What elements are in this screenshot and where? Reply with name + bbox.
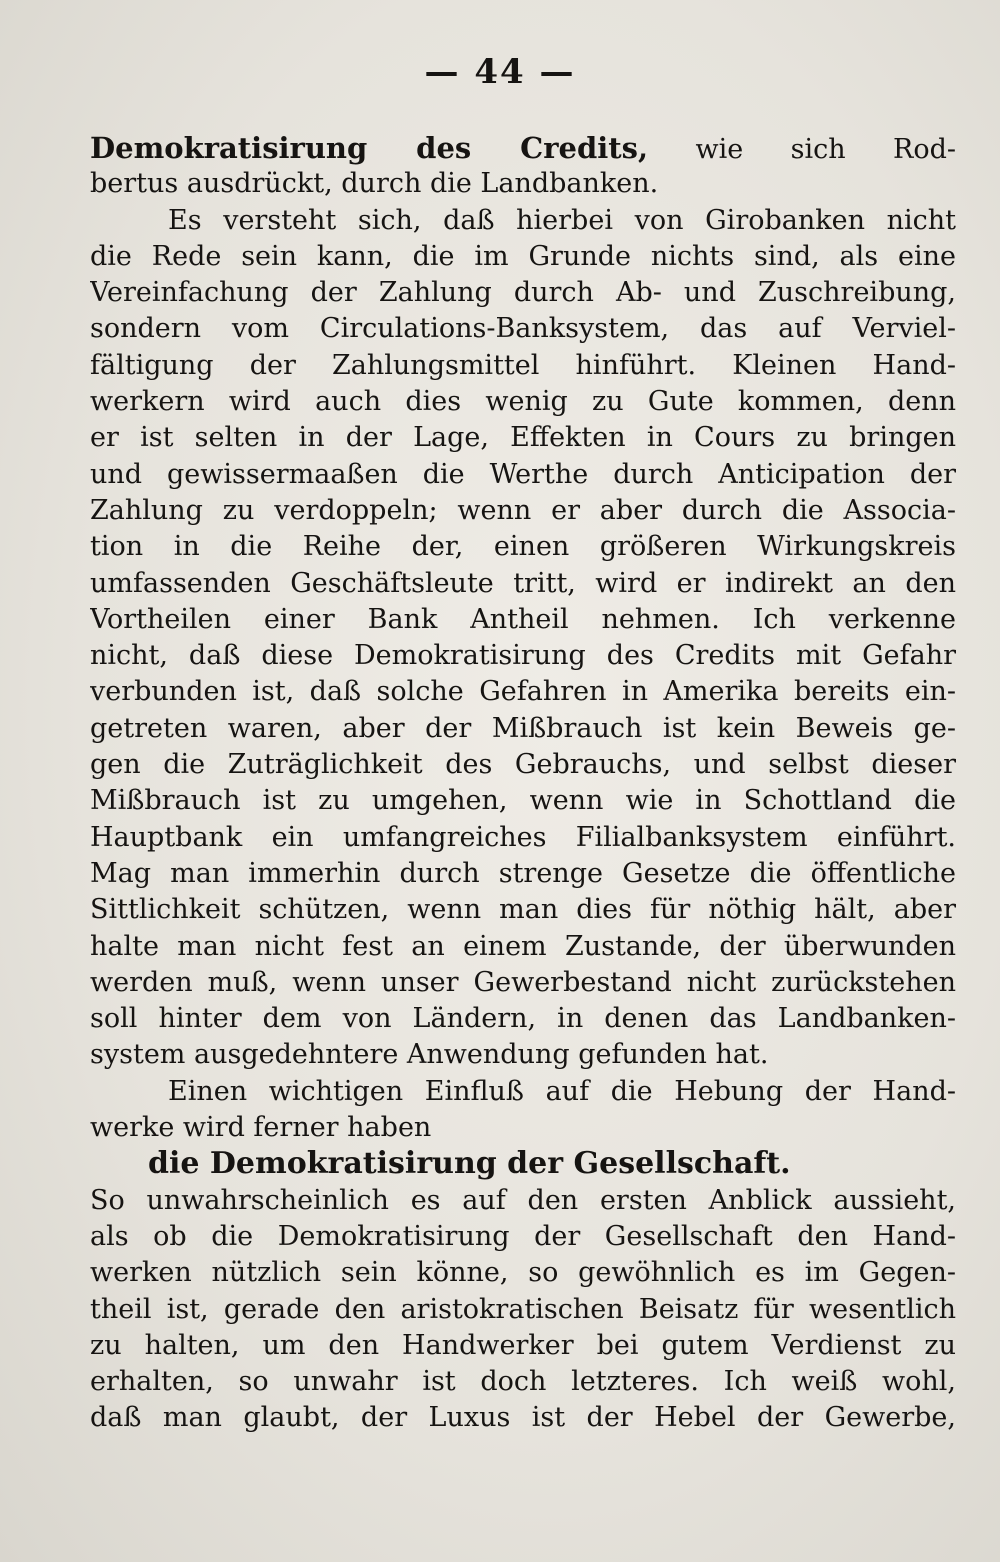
text-line: halte man nicht fest an einem Zustande, der überwunden: [90, 930, 956, 962]
text-line: die Rede sein kann, die im Grunde nichts sind, als eine: [90, 240, 956, 272]
text-line: tion in die Reihe der, einen größeren Wirkungskreis: [90, 531, 956, 563]
text-line: soll hinter dem von Ländern, in denen das Landbanken-: [90, 1003, 956, 1035]
text-line: werken nützlich sein könne, so gewöhnlich es im Gegen-: [90, 1257, 956, 1289]
inline-heading-continuation: wie sich Rod-: [648, 134, 956, 165]
text-line: So unwahrscheinlich es auf den ersten Anblick aussieht,: [90, 1184, 956, 1216]
section-heading: die Demokratisirung der Gesellschaft.: [148, 1146, 791, 1182]
text-line: verbunden ist, daß solche Gefahren in Amerika bereits ein-: [90, 676, 956, 708]
text-line: Hauptbank ein umfangreiches Filialbanksystem einführt.: [90, 821, 956, 853]
text-line: Zahlung zu verdoppeln; wenn er aber durch die Associa-: [90, 494, 956, 526]
body-text: [90, 130, 956, 1437]
text-line: Mag man immerhin durch strenge Gesetze die öffentliche: [90, 857, 956, 889]
text-line: getreten waren, aber der Mißbrauch ist kein Beweis ge-: [90, 712, 956, 744]
text-line: werkern wird auch dies wenig zu Gute kommen, denn: [90, 386, 956, 418]
text-line: sondern vom Circulations-Banksystem, das auf Verviel-: [90, 313, 956, 345]
text-line: theil ist, gerade den aristokratischen Beisatz für wesentlich: [90, 1293, 956, 1325]
text-line: zu halten, um den Handwerker bei gutem Verdienst zu: [90, 1329, 956, 1361]
text-line: Sittlichkeit schützen, wenn man dies für nöthig hält, aber: [90, 894, 956, 926]
text-line: nicht, daß diese Demokratisirung des Credits mit Gefahr: [90, 640, 956, 672]
text-line: Einen wichtigen Einfluß auf die Hebung der Hand-: [168, 1075, 956, 1107]
text-line: und gewissermaaßen die Werthe durch Anticipation der: [90, 458, 956, 490]
text-line: bertus ausdrückt, durch die Landbanken.: [90, 168, 659, 200]
text-line: als ob die Demokratisirung der Gesellschaft den Hand-: [90, 1220, 956, 1252]
text-line: werden muß, wenn unser Gewerbestand nicht zurückstehen: [90, 966, 956, 998]
page-number: — 44 —: [424, 52, 576, 92]
text-line: system ausgedehntere Anwendung gefunden hat.: [90, 1039, 769, 1071]
text-line: Vereinfachung der Zahlung durch Ab- und Zuschreibung,: [90, 277, 956, 309]
text-line: umfassenden Geschäftsleute tritt, wird er indirekt an den: [90, 567, 956, 599]
text-line: fältigung der Zahlungsmittel hinführt. Kleinen Hand-: [90, 349, 956, 381]
text-line: erhalten, so unwahr ist doch letzteres. Ich weiß wohl,: [90, 1366, 956, 1398]
text-line: Vortheilen einer Bank Antheil nehmen. Ich verkenne: [90, 603, 956, 635]
text-line: Mißbrauch ist zu umgehen, wenn wie in Schottland die: [90, 785, 956, 817]
text-line: werke wird ferner haben: [90, 1112, 432, 1144]
text-line: er ist selten in der Lage, Effekten in Cours zu bringen: [90, 422, 956, 454]
text-line: [90, 130, 956, 166]
text-line: Es versteht sich, daß hierbei von Girobanken nicht: [168, 204, 956, 236]
text-line: gen die Zuträglichkeit des Gebrauchs, und selbst dieser: [90, 749, 956, 781]
inline-heading: Demokratisirung des Credits,: [90, 131, 649, 165]
text-line: daß man glaubt, der Luxus ist der Hebel der Gewerbe,: [90, 1402, 956, 1434]
